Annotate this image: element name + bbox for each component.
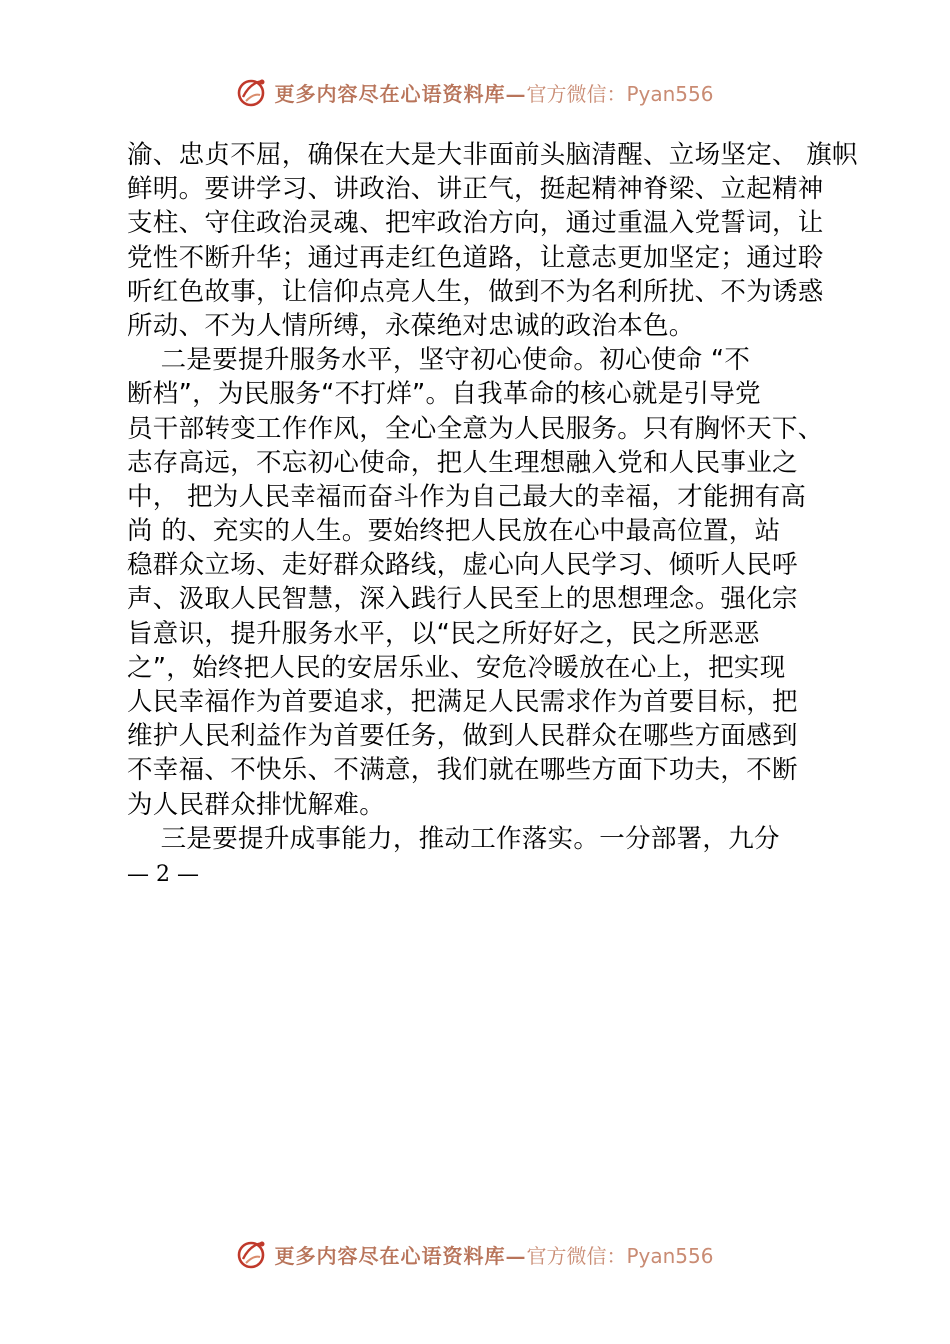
body-text-line: 党性不断升华；通过再走红色道路，让意志更加坚定；通过聆	[127, 242, 824, 273]
body-text-line: 二是要提升服务水平，坚守初心使命。初心使命 “不	[127, 345, 751, 376]
document-body	[127, 138, 858, 856]
body-text-line: 三是要提升成事能力，推动工作落实。一分部署，九分	[127, 823, 780, 854]
body-text-line: 中， 把为人民幸福而奋斗作为自己最大的幸福，才能拥有高	[127, 481, 807, 512]
page-number: — 2 —	[127, 862, 199, 887]
body-text-line: 渝、忠贞不屈，确保在大是大非面前头脑清醒、立场坚定、 旗帜	[127, 140, 858, 170]
body-text-line: 为人民群众排忧解难。	[127, 789, 386, 820]
body-text-line: 支柱、守住政治灵魂、把牢政治方向，通过重温入党誓词，让	[127, 208, 824, 239]
brand-logo-icon	[236, 1237, 270, 1271]
footer-banner	[0, 1234, 950, 1274]
body-text-line: 人民幸福作为首要追求，把满足人民需求作为首要目标，把	[127, 687, 798, 717]
body-text-line: 声、汲取人民智慧，深入践行人民至上的思想理念。强化宗	[127, 584, 798, 615]
body-text-line: 不幸福、不快乐、不满意，我们就在哪些方面下功夫，不断	[127, 755, 798, 786]
header-banner-text: 更多内容尽在心语资料库—官方微信：Pyan556	[274, 81, 714, 106]
body-text-line: 志存高远，不忘初心使命，把人生理想融入党和人民事业之	[127, 447, 798, 478]
header-banner	[0, 72, 950, 112]
body-text-line: 鲜明。要讲学习、讲政治、讲正气，挺起精神脊梁、立起精神	[127, 174, 824, 205]
body-text-line: 听红色故事，让信仰点亮人生，做到不为名利所扰、不为诱惑	[127, 276, 824, 307]
body-text-line: 旨意识，提升服务水平，以“民之所好好之，民之所恶恶	[127, 618, 760, 649]
body-text-line: 尚 的、充实的人生。要始终把人民放在心中最高位置，站	[127, 516, 781, 547]
body-text-line: 所动、不为人情所缚，永葆绝对忠诚的政治本色。	[127, 310, 695, 341]
header-wechat-text: 官方微信：Pyan556	[526, 81, 714, 106]
footer-banner-text: 更多内容尽在心语资料库—官方微信：Pyan556	[274, 1243, 714, 1268]
footer-wechat-text: 官方微信：Pyan556	[526, 1243, 714, 1268]
body-text-line: 之”，始终把人民的安居乐业、安危冷暖放在心上，把实现	[127, 652, 786, 683]
body-text-line: 员干部转变工作作风，全心全意为人民服务。只有胸怀天下、	[127, 413, 824, 444]
brand-logo-icon	[236, 75, 270, 109]
body-text-line: 断档”，为民服务“不打烊”。自我革命的核心就是引导党	[127, 379, 761, 410]
body-text-line: 维护人民利益作为首要任务，做到人民群众在哪些方面感到	[127, 721, 798, 752]
body-text-line: 稳群众立场、走好群众路线，虚心向人民学习、倾听人民呼	[127, 550, 798, 581]
